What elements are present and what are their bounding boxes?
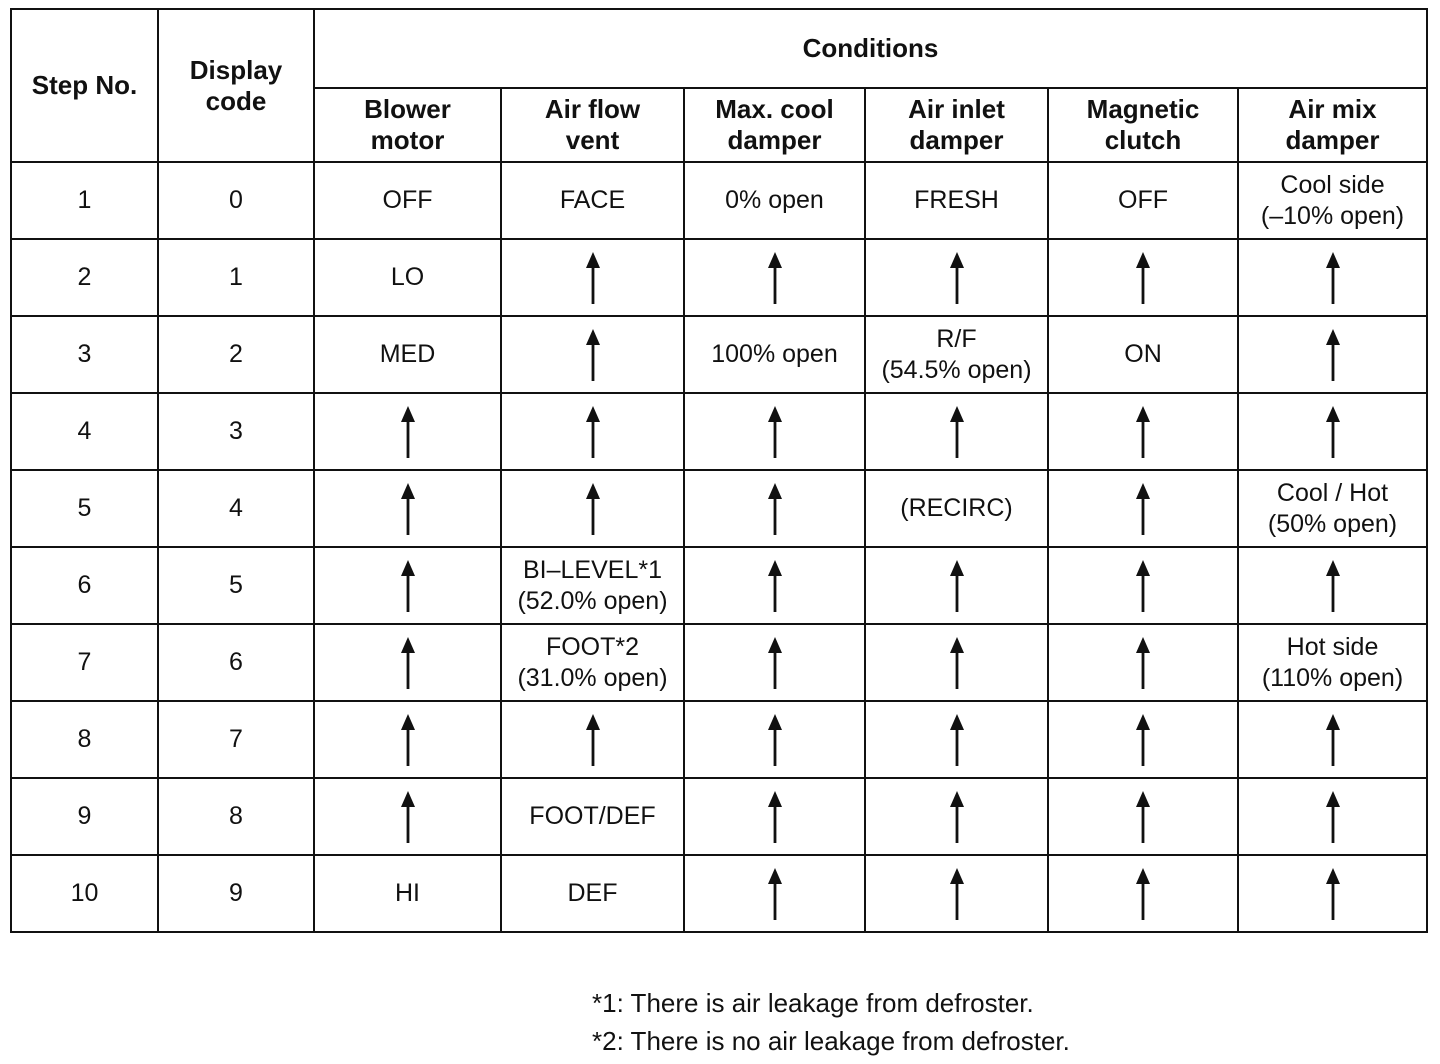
cell-step-no: 1 (11, 162, 158, 239)
cell-step-no: 7 (11, 624, 158, 701)
arrow-up-icon (948, 868, 966, 920)
cell-text-line: Cool / Hot (1276, 478, 1389, 507)
header-conditions: Conditions (314, 9, 1427, 88)
header-air-flow-vent: Air flow vent (501, 88, 684, 162)
cell-magnetic-clutch-same-as-above (1048, 624, 1238, 701)
cell-air-mix-damper-same-as-above (1238, 855, 1427, 932)
header-air-mix-damper: Air mix damper (1238, 88, 1427, 162)
table-row (11, 778, 1427, 855)
cell-text-line: 100% open (711, 340, 838, 368)
cell-display-code: 7 (158, 701, 314, 778)
cell-display-code: 1 (158, 239, 314, 316)
cell-magnetic-clutch-same-as-above (1048, 393, 1238, 470)
cell-blower-motor (314, 855, 501, 932)
cell-magnetic-clutch (1048, 316, 1238, 393)
cell-text-line: ON (1124, 340, 1162, 368)
cell-air-flow-vent-same-as-above (501, 393, 684, 470)
arrow-up-icon (1134, 560, 1152, 612)
cell-text-line: (31.0% open) (517, 663, 668, 692)
arrow-up-icon (399, 637, 417, 689)
table-row (11, 624, 1427, 701)
cell-blower-motor (314, 316, 501, 393)
cell-air-flow-vent-same-as-above (501, 239, 684, 316)
cell-max-cool-damper-same-as-above (684, 701, 865, 778)
cell-air-mix-damper-same-as-above (1238, 778, 1427, 855)
cell-air-inlet-damper (865, 162, 1048, 239)
arrow-up-icon (1324, 714, 1342, 766)
cell-air-inlet-damper-same-as-above (865, 778, 1048, 855)
cell-air-flow-vent (501, 547, 684, 624)
header-air-inlet-damper: Air inlet damper (865, 88, 1048, 162)
cell-text-line: DEF (567, 879, 618, 907)
arrow-up-icon (948, 791, 966, 843)
cell-air-flow-vent-same-as-above (501, 316, 684, 393)
cell-magnetic-clutch-same-as-above (1048, 701, 1238, 778)
header-magnetic-clutch: Magnetic clutch (1048, 88, 1238, 162)
arrow-up-icon (1134, 714, 1152, 766)
cell-text-line: R/F (936, 324, 977, 353)
cell-air-mix-damper-same-as-above (1238, 316, 1427, 393)
cell-text-line: LO (390, 263, 425, 291)
cell-text-line: FOOT/DEF (529, 802, 656, 830)
cell-max-cool-damper (684, 162, 865, 239)
cell-max-cool-damper-same-as-above (684, 470, 865, 547)
cell-text-line: HI (395, 879, 420, 907)
cell-display-code: 0 (158, 162, 314, 239)
cell-magnetic-clutch-same-as-above (1048, 470, 1238, 547)
cell-display-code: 6 (158, 624, 314, 701)
arrow-up-icon (584, 714, 602, 766)
cell-air-mix-damper-same-as-above (1238, 701, 1427, 778)
cell-max-cool-damper-same-as-above (684, 624, 865, 701)
arrow-up-icon (584, 329, 602, 381)
cell-air-inlet-damper (865, 470, 1048, 547)
cell-magnetic-clutch-same-as-above (1048, 855, 1238, 932)
arrow-up-icon (948, 560, 966, 612)
cell-max-cool-damper-same-as-above (684, 239, 865, 316)
arrow-up-icon (584, 483, 602, 535)
footnote-1: *1: There is air leakage from defroster. (592, 988, 1034, 1018)
cell-text-line: Hot side (1286, 632, 1379, 661)
cell-air-flow-vent-same-as-above (501, 701, 684, 778)
arrow-up-icon (766, 252, 784, 304)
cell-text-line: BI–LEVEL*1 (523, 555, 662, 584)
cell-text-line: (54.5% open) (881, 355, 1032, 384)
cell-step-no: 9 (11, 778, 158, 855)
cell-air-mix-damper-same-as-above (1238, 393, 1427, 470)
cell-text-line: (RECIRC) (900, 494, 1013, 522)
arrow-up-icon (399, 791, 417, 843)
cell-display-code: 5 (158, 547, 314, 624)
cell-step-no: 4 (11, 393, 158, 470)
cell-text-line: 0% open (725, 186, 824, 214)
cell-magnetic-clutch-same-as-above (1048, 547, 1238, 624)
cell-air-inlet-damper-same-as-above (865, 239, 1048, 316)
cell-step-no: 8 (11, 701, 158, 778)
cell-text-line: FACE (559, 186, 626, 214)
arrow-up-icon (584, 406, 602, 458)
cell-step-no: 3 (11, 316, 158, 393)
cell-magnetic-clutch-same-as-above (1048, 778, 1238, 855)
cell-blower-motor-same-as-above (314, 393, 501, 470)
cell-max-cool-damper-same-as-above (684, 778, 865, 855)
cell-air-flow-vent (501, 778, 684, 855)
cell-step-no: 2 (11, 239, 158, 316)
arrow-up-icon (584, 252, 602, 304)
cell-air-inlet-damper-same-as-above (865, 855, 1048, 932)
cell-text-line: OFF (382, 186, 433, 214)
cell-max-cool-damper (684, 316, 865, 393)
arrow-up-icon (1134, 868, 1152, 920)
arrow-up-icon (766, 406, 784, 458)
cell-air-flow-vent (501, 855, 684, 932)
cell-text-line: MED (379, 340, 436, 368)
header-max-cool-damper: Max. cool damper (684, 88, 865, 162)
cell-text-line: (50% open) (1267, 509, 1398, 538)
cell-display-code: 8 (158, 778, 314, 855)
cell-display-code: 4 (158, 470, 314, 547)
cell-step-no: 5 (11, 470, 158, 547)
table-row (11, 470, 1427, 547)
arrow-up-icon (399, 560, 417, 612)
footnotes (592, 984, 1070, 1060)
arrow-up-icon (399, 483, 417, 535)
cell-text-line: (110% open) (1261, 663, 1404, 692)
cell-air-inlet-damper-same-as-above (865, 547, 1048, 624)
arrow-up-icon (948, 637, 966, 689)
cell-text-line: FOOT*2 (545, 632, 640, 661)
cell-step-no: 10 (11, 855, 158, 932)
arrow-up-icon (1324, 406, 1342, 458)
cell-blower-motor-same-as-above (314, 778, 501, 855)
cell-text-line: (52.0% open) (517, 586, 668, 615)
table-row (11, 239, 1427, 316)
cell-air-mix-damper (1238, 470, 1427, 547)
arrow-up-icon (399, 406, 417, 458)
footnote-2: *2: There is no air leakage from defroster. (592, 1026, 1070, 1056)
arrow-up-icon (948, 406, 966, 458)
table-header (11, 9, 1427, 162)
cell-max-cool-damper-same-as-above (684, 855, 865, 932)
table-row (11, 316, 1427, 393)
cell-air-mix-damper (1238, 162, 1427, 239)
arrow-up-icon (1134, 791, 1152, 843)
cell-air-inlet-damper (865, 316, 1048, 393)
cell-air-flow-vent-same-as-above (501, 470, 684, 547)
table-row (11, 547, 1427, 624)
table-row (11, 162, 1427, 239)
arrow-up-icon (948, 252, 966, 304)
arrow-up-icon (766, 483, 784, 535)
cell-display-code: 3 (158, 393, 314, 470)
cell-air-inlet-damper-same-as-above (865, 624, 1048, 701)
conditions-table-container (10, 8, 1426, 933)
table-body (11, 162, 1427, 932)
cell-blower-motor-same-as-above (314, 624, 501, 701)
header-step-no: Step No. (11, 9, 158, 162)
arrow-up-icon (766, 560, 784, 612)
cell-blower-motor (314, 239, 501, 316)
cell-magnetic-clutch-same-as-above (1048, 239, 1238, 316)
cell-text-line: (–10% open) (1260, 201, 1405, 230)
arrow-up-icon (1324, 791, 1342, 843)
cell-text-line: Cool side (1280, 170, 1385, 199)
table-row (11, 701, 1427, 778)
cell-air-inlet-damper-same-as-above (865, 701, 1048, 778)
arrow-up-icon (766, 637, 784, 689)
arrow-up-icon (1134, 406, 1152, 458)
cell-text-line: OFF (1118, 186, 1168, 214)
arrow-up-icon (766, 868, 784, 920)
arrow-up-icon (766, 714, 784, 766)
cell-magnetic-clutch (1048, 162, 1238, 239)
arrow-up-icon (1134, 637, 1152, 689)
cell-max-cool-damper-same-as-above (684, 547, 865, 624)
arrow-up-icon (1134, 252, 1152, 304)
cell-air-flow-vent (501, 624, 684, 701)
table-row (11, 393, 1427, 470)
conditions-table (10, 8, 1428, 933)
arrow-up-icon (1324, 329, 1342, 381)
cell-air-mix-damper (1238, 624, 1427, 701)
cell-blower-motor (314, 162, 501, 239)
cell-blower-motor-same-as-above (314, 470, 501, 547)
arrow-up-icon (1324, 868, 1342, 920)
cell-blower-motor-same-as-above (314, 547, 501, 624)
cell-air-mix-damper-same-as-above (1238, 547, 1427, 624)
arrow-up-icon (766, 791, 784, 843)
cell-display-code: 2 (158, 316, 314, 393)
cell-display-code: 9 (158, 855, 314, 932)
cell-step-no: 6 (11, 547, 158, 624)
arrow-up-icon (948, 714, 966, 766)
arrow-up-icon (399, 714, 417, 766)
cell-air-inlet-damper-same-as-above (865, 393, 1048, 470)
table-row (11, 855, 1427, 932)
arrow-up-icon (1324, 252, 1342, 304)
cell-text-line: FRESH (914, 186, 999, 214)
header-blower-motor: Blower motor (314, 88, 501, 162)
cell-blower-motor-same-as-above (314, 701, 501, 778)
cell-air-mix-damper-same-as-above (1238, 239, 1427, 316)
arrow-up-icon (1324, 560, 1342, 612)
arrow-up-icon (1134, 483, 1152, 535)
cell-max-cool-damper-same-as-above (684, 393, 865, 470)
cell-air-flow-vent (501, 162, 684, 239)
header-display-code: Display code (158, 9, 314, 162)
